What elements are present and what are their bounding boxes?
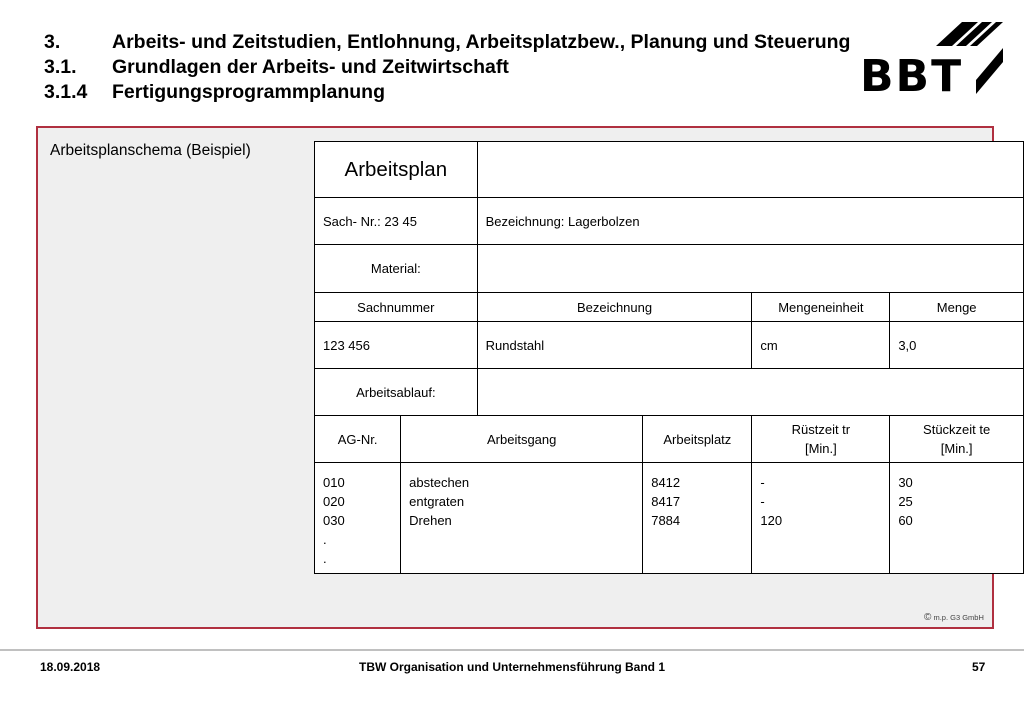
ablauf-label: Arbeitsablauf: [315,369,478,416]
heading-subsection-text: Fertigungsprogrammplanung [112,81,385,103]
bbt-logo-text: BBT [860,51,964,100]
heading-section-text: Grundlagen der Arbeits- und Zeitwirtschaft [112,56,509,78]
ablauf-header-agnr: AG-Nr. [315,416,401,463]
heading-chapter [44,30,850,54]
ablauf-cell-arbeitsgang: abstechen entgraten Drehen [401,463,643,574]
ablauf-header-arbeitsgang: Arbeitsgang [401,416,643,463]
material-header-sachnummer: Sachnummer [315,293,478,322]
heading-chapter-text: Arbeits- und Zeitstudien, Entlohnung, Arbeitsplatzbew., Planung und Steuerung [112,31,851,53]
plan-bezeichnung: Bezeichnung: Lagerbolzen [477,198,1023,245]
bbt-logo [858,20,1008,100]
material-header-bezeichnung: Bezeichnung [477,293,752,322]
heading-section [44,55,509,79]
ablauf-cell-stueckzeit: 30 25 60 [890,463,1024,574]
heading-subsection [44,80,385,104]
material-cell-menge: 3,0 [890,322,1024,369]
material-header-mengeneinheit: Mengeneinheit [752,293,890,322]
plan-sachnr: Sach- Nr.: 23 45 [315,198,478,245]
arbeitsplan-table [314,141,1024,574]
material-label: Material: [315,245,478,293]
ablauf-header-arbeitsplatz: Arbeitsplatz [643,416,752,463]
material-header-menge: Menge [890,293,1024,322]
footer-page-number: 57 [972,660,986,674]
copyright-icon: © [924,612,932,623]
ablauf-header-stueckzeit: Stückzeit te [Min.] [890,416,1024,463]
copyright-text: m.p. G3 GmbH [933,613,984,622]
plan-title: Arbeitsplan [315,142,478,198]
ablauf-empty [477,369,1023,416]
material-cell-bezeichnung: Rundstahl [477,322,752,369]
schema-label: Arbeitsplanschema (Beispiel) [50,142,251,159]
plan-title-empty [477,142,1023,198]
copyright-note [924,612,984,623]
footer-divider [0,649,1024,651]
heading-subsection-number: 3.1.4 [44,81,88,103]
heading-chapter-number: 3. [44,31,61,53]
footer-title: TBW Organisation und Unternehmensführung Band 1 [359,660,665,674]
heading-section-number: 3.1. [44,56,77,78]
material-empty [477,245,1023,293]
ablauf-cell-agnr: 010 020 030 . . [315,463,401,574]
ablauf-cell-arbeitsplatz: 8412 8417 7884 [643,463,752,574]
material-cell-mengeneinheit: cm [752,322,890,369]
ablauf-header-ruestzeit: Rüstzeit tr [Min.] [752,416,890,463]
material-cell-sachnummer: 123 456 [315,322,478,369]
footer-date: 18.09.2018 [40,660,101,674]
ablauf-cell-ruestzeit: - - 120 [752,463,890,574]
